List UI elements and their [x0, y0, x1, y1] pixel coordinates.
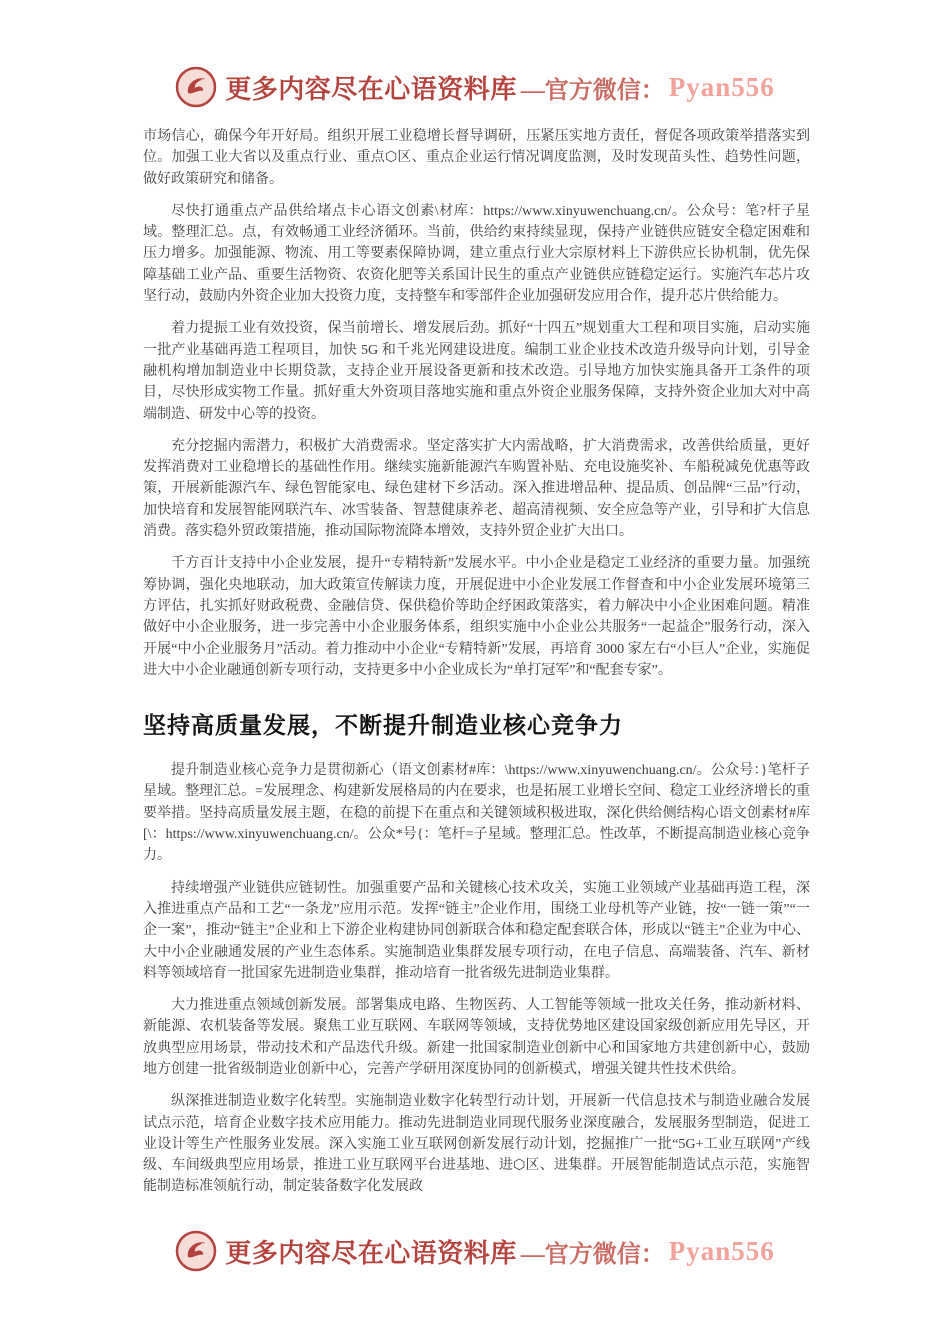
- paragraph: 千方百计支持中小企业发展，提升“专精特新”发展水平。中小企业是稳定工业经济的重要力量。加强统筹协调，强化央地联动，加大政策宣传解读力度，开展促进中小企业发展工作督查和中小企业发展环境第三方评估，扎实抓好财政税费、金融信贷、保供稳价等助企纾困政策落实，着力解决中小企业困难问题。精准做好中小企业服务，进一步完善中小企业服务体系，组织实施中小企业公共服务“一起益企”服务行动，深入开展“中小企业服务月”活动。着力推动中小企业“专精特新”发展，再培育 3000 家左右“小巨人”企业，实施促进大中小企业融通创新专项行动，支持更多中小企业成长为“单打冠军”和“配套专家”。: [143, 556, 810, 678]
- watermark-wechat-label: —官方微信：: [520, 1241, 665, 1268]
- paragraph: 持续增强产业链供应链韧性。加强重要产品和关键核心技术攻关，实施工业领域产业基础再造工程，深入推进重点产品和工艺“一条龙”应用示范。发挥“链主”企业作用，围绕工业母机等产业链，按“一链一策”“一企一案”，推动“链主”企业和上下游企业构建协同创新联合体和稳定配套联合体，形成以“链主”企业为中心、大中小企业融通发展的产业生态体系。实施制造业集群发展专项行动，在电子信息、高端装备、汽车、新材料等领域培育一批国家先进制造业集群，推动培育一批省级先进制造业集群。: [143, 880, 810, 981]
- watermark-wechat-id: Pyan556: [668, 1235, 775, 1266]
- watermark-wechat-label: —官方微信：: [520, 77, 665, 104]
- brand-logo-icon: [175, 66, 217, 108]
- watermark-brand-text: 更多内容尽在心语资料库: [225, 74, 517, 104]
- paragraph: 着力提振工业有效投资，保当前增长、增发展后劲。抓好“十四五”规划重大工程和项目实施，启动实施一批产业基础再造工程项目，加快 5G 和千兆光网建设进度。编制工业企业技术改造升级导向计划，引导金融机构增加制造业中长期贷款，支持企业开展设备更新和技术改造。引导地方加快实施具备开工条件的项目，尽快形成实物工作量。抓好重大外资项目落地实施和重点外资企业服务保障，支持外资企业加大对中高端制造、研发中心等的投资。: [143, 321, 810, 422]
- document-body: [143, 126, 810, 1209]
- paragraph: 充分挖掘内需潜力，积极扩大消费需求。坚定落实扩大内需战略，扩大消费需求，改善供给质量，更好发挥消费对工业稳增长的基础性作用。继续实施新能源汽车购置补贴、充电设施奖补、车船税减免优惠等政策，开展新能源汽车、绿色智能家电、绿色建材下乡活动。深入推进增品种、提品质、创品牌“三品”行动，加快培育和发展智能网联汽车、冰雪装备、智慧健康养老、超高清视频、安全应急等产业，引导和扩大信息消费。落实稳外贸政策措施，推动国际物流降本增效，支持外贸企业扩大出口。: [143, 438, 810, 540]
- section-heading: 坚持高质量发展，不断提升制造业核心竞争力: [143, 712, 623, 739]
- paragraph: 大力推进重点领域创新发展。部署集成电路、生物医药、人工智能等领域一批攻关任务，推动新材料、新能源、农机装备等发展。聚焦工业互联网、车联网等领域，支持优势地区建设国家级创新应用先导区，开放典型应用场景，带动技术和产品迭代升级。新建一批国家制造业创新中心和国家地方共建创新中心，鼓励地方创建一批省级制造业创新中心，完善产学研用深度协同的创新模式，增强关键共性技术供给。: [143, 998, 810, 1077]
- brand-logo-icon: [175, 1230, 217, 1272]
- paragraph: 市场信心，确保今年开好局。组织开展工业稳增长督导调研，压紧压实地方责任，督促各项政策举措落实到位。加强工业大省以及重点行业、重点⬡区、重点企业运行情况调度监测，及时发现苗头性、趋势性问题，做好政策研究和储备。: [143, 129, 810, 187]
- paragraph: 尽快打通重点产品供给堵点卡心语文创素\材库：https://www.xinyuwenchuang.cn/。公众号：笔?杆子星域。整理汇总。点，有效畅通工业经济循环。当前，供给约束持续显现，保持产业链供应链安全稳定困难和压力增多。加强能源、物流、用工等要素保障协调，建立重点行业大宗原材料上下游供应长协机制，优先保障基础工业产品、重要生活物资、农资化肥等关系国计民生的重点产业链供应链稳定运行。实施汽车芯片攻坚行动，鼓励内外资企业加大投资力度，支持整车和零部件企业加强研发应用合作，提升芯片供给能力。: [143, 203, 810, 305]
- footer-watermark: [0, 1230, 950, 1272]
- paragraph: 纵深推进制造业数字化转型。实施制造业数字化转型行动计划，开展新一代信息技术与制造业融合发展试点示范，培育企业数字技术应用能力。推动先进制造业同现代服务业深度融合，发展服务型制造，促进工业设计等生产性服务业发展。深入实施工业互联网创新发展行动计划，挖掘推广一批“5G+工业互联网”产线级、车间级典型应用场景，推进工业互联网平台进基地、进⬡区、进集群。开展智能制造试点示范，实施智能制造标准领航行动，制定装备数字化发展政: [143, 1094, 810, 1195]
- header-watermark: [0, 66, 950, 108]
- paragraph: 提升制造业核心竞争力是贯彻新心（语文创素材#库：\https://www.xinyuwenchuang.cn/。公众号：}笔杆子星域。整理汇总。=发展理念、构建新发展格局的内在要求，也是拓展工业增长空间、稳定工业经济增长的重要举措。坚持高质量发展主题，在稳的前提下在重点和关键领域积极进取，深化供给侧结构心语文创素材#库[\：https://www.xinyuwenchuang.cn/。公众*号{：笔杆=子星域。整理汇总。性改革，不断提高制造业核心竞争力。: [143, 763, 810, 864]
- watermark-wechat-id: Pyan556: [668, 71, 775, 102]
- watermark-brand-text: 更多内容尽在心语资料库: [225, 1238, 517, 1268]
